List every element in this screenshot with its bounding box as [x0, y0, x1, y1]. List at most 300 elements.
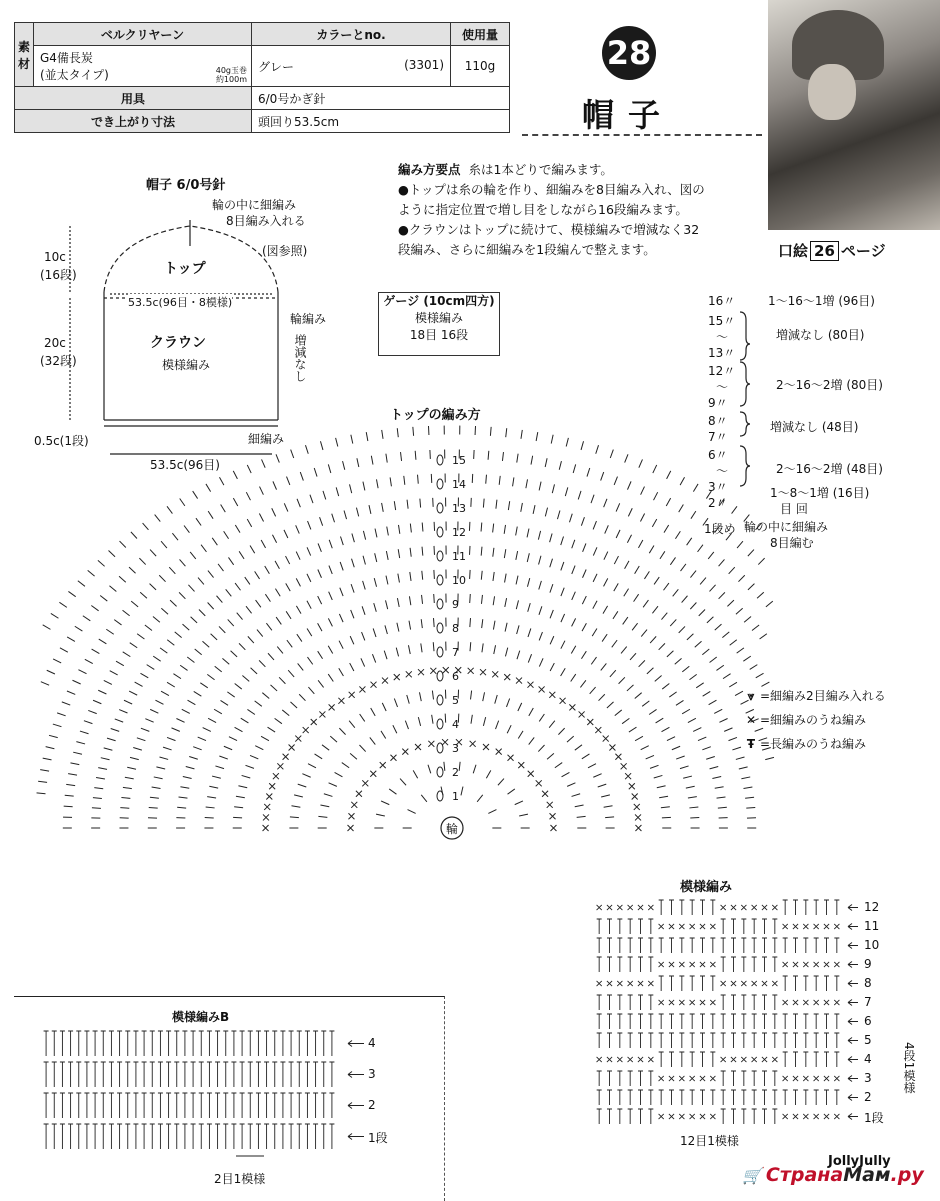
dc-stitch — [37, 793, 46, 794]
round-number: 4 — [452, 718, 459, 731]
photo-page-number: 26 — [810, 241, 839, 261]
dc-stitch — [374, 603, 377, 612]
sc-stitch — [635, 814, 641, 820]
dc-stitch — [245, 765, 253, 768]
dc-stitch — [745, 797, 754, 798]
dc-stitch — [256, 600, 261, 607]
dc-stitch — [662, 684, 669, 690]
dc-stitch — [766, 601, 773, 607]
sc-stitch — [793, 1000, 798, 1005]
dc-stitch — [202, 641, 209, 647]
dc-stitch — [194, 691, 202, 696]
dc-stitch — [496, 721, 499, 729]
sc-stitch — [311, 719, 317, 725]
dc-stitch — [156, 767, 165, 769]
dc-stitch — [555, 763, 562, 768]
sc-stitch — [783, 962, 788, 967]
dc-stitch — [231, 651, 238, 657]
dc-stitch — [696, 683, 703, 688]
sc-stitch — [762, 981, 767, 986]
dc-stitch — [236, 796, 245, 798]
dc-stitch — [824, 976, 829, 991]
sc-stitch — [617, 981, 622, 986]
sc-stitch — [569, 704, 575, 710]
dc-stitch — [373, 628, 376, 637]
row-arrow — [848, 924, 858, 930]
dc-stitch — [219, 477, 223, 485]
dc-stitch — [710, 766, 719, 768]
dc-stitch — [351, 435, 353, 444]
row-12: 12〃 — [708, 362, 735, 379]
dc-stitch — [597, 1033, 602, 1048]
dc-stitch — [473, 765, 476, 774]
color-header: カラーとno. — [252, 23, 451, 46]
dc-stitch — [351, 610, 354, 618]
dc-stitch — [803, 1014, 808, 1029]
row-9: 9〃 — [708, 394, 728, 411]
cart-icon: 🛒 — [742, 1166, 762, 1185]
dc-stitch — [91, 606, 98, 611]
dc-stitch — [638, 1071, 643, 1086]
dc-stitch — [824, 938, 829, 953]
round-number: 8 — [452, 622, 459, 635]
dc-stitch — [712, 777, 721, 779]
dc-stitch — [581, 441, 583, 450]
sc-stitch — [607, 905, 612, 910]
dc-stitch — [374, 578, 376, 587]
chain-stitch — [437, 767, 443, 777]
dc-stitch — [180, 559, 186, 566]
dc-stitch — [539, 606, 542, 615]
dc-stitch — [349, 721, 355, 728]
dc-stitch — [743, 656, 750, 661]
dc-stitch — [80, 731, 89, 734]
dc-stitch — [245, 577, 250, 584]
dc-stitch — [41, 682, 49, 685]
edge-label: 細編み — [248, 430, 284, 447]
dc-stitch — [143, 523, 149, 530]
dc-stitch — [741, 995, 746, 1010]
ring-label: 輪編み — [290, 310, 326, 327]
sc-stitch — [638, 1057, 643, 1062]
dc-stitch — [418, 475, 419, 484]
dc-stitch — [669, 1033, 674, 1048]
dc-stitch — [572, 618, 576, 626]
dc-stitch — [610, 450, 613, 458]
sc-stitch — [648, 981, 653, 986]
dc-stitch — [572, 566, 575, 574]
dc-stitch — [505, 598, 507, 607]
gauge-line2: 18目 16段 — [379, 327, 499, 344]
round-number: 13 — [452, 502, 466, 515]
dc-stitch — [824, 1014, 829, 1029]
dc-stitch — [286, 611, 291, 619]
dc-stitch — [783, 1090, 788, 1105]
dc-stitch — [172, 533, 178, 540]
dc-stitch — [307, 574, 311, 582]
pattern-row-label: 3 — [864, 1071, 872, 1085]
dc-stitch — [173, 674, 181, 679]
dc-stitch — [596, 445, 599, 454]
dc-stitch — [679, 976, 684, 991]
dc-stitch — [359, 745, 365, 752]
dc-stitch — [219, 626, 225, 632]
dc-stitch — [635, 693, 642, 699]
dc-stitch — [575, 745, 582, 750]
dc-icon: Ŧ — [742, 732, 760, 756]
sc-stitch — [772, 981, 777, 986]
dc-stitch — [188, 700, 196, 704]
dc-stitch — [505, 648, 507, 657]
dc-stitch — [255, 746, 263, 750]
dc-stitch — [486, 475, 487, 484]
dc-stitch — [296, 578, 300, 586]
dc-stitch — [648, 1109, 653, 1124]
dc-stitch — [150, 797, 159, 798]
dc-stitch — [614, 556, 618, 564]
dc-stitch — [639, 660, 645, 666]
pattern-row-label: 11 — [864, 919, 879, 933]
dc-stitch — [318, 680, 323, 687]
dc-stitch — [721, 919, 726, 934]
h1-label: 10c — [44, 250, 66, 264]
dc-stitch — [396, 648, 398, 657]
dc-stitch — [721, 1071, 726, 1086]
dc-stitch — [506, 699, 509, 707]
dc-stitch — [275, 589, 280, 597]
dc-stitch — [133, 748, 142, 751]
dc-stitch — [561, 641, 565, 649]
dc-stitch — [762, 1033, 767, 1048]
dc-stitch — [607, 919, 612, 934]
dc-stitch — [376, 814, 385, 816]
dc-stitch — [679, 626, 685, 632]
dc-stitch — [652, 519, 656, 527]
dc-stitch — [619, 677, 625, 683]
dc-stitch — [328, 674, 333, 681]
dc-stitch — [578, 491, 581, 500]
dc-stitch — [629, 727, 637, 732]
dc-stitch — [98, 768, 107, 770]
dc-stitch — [634, 594, 639, 601]
round-number: 11 — [452, 550, 466, 563]
dc-stitch — [748, 584, 755, 590]
dc-stitch — [409, 596, 410, 605]
row-2-note: 目 回 — [780, 500, 808, 517]
dc-stitch — [409, 621, 411, 630]
dc-stitch — [752, 919, 757, 934]
dc-stitch — [110, 671, 118, 675]
dc-stitch — [550, 534, 552, 543]
dc-stitch — [649, 545, 654, 553]
dc-stitch — [572, 794, 581, 797]
dc-stitch — [783, 1033, 788, 1048]
dc-stitch — [528, 603, 531, 612]
dc-stitch — [259, 513, 263, 521]
dc-stitch — [741, 1014, 746, 1029]
dc-stitch — [287, 640, 292, 647]
watermark: 🛒 СтранаМам.ру — [742, 1164, 924, 1186]
dc-stitch — [38, 781, 47, 782]
dc-stitch — [682, 596, 688, 603]
sc-stitch — [628, 905, 633, 910]
dc-stitch — [679, 1090, 684, 1105]
dc-stitch — [601, 795, 610, 797]
dc-stitch — [397, 598, 399, 607]
dc-stitch — [183, 624, 190, 630]
row-arrow — [848, 1019, 858, 1025]
diagram-ref: (図参照) — [262, 242, 307, 259]
dc-stitch — [783, 976, 788, 991]
dc-stitch — [150, 550, 156, 557]
dc-stitch — [130, 757, 139, 759]
dc-stitch — [628, 508, 632, 516]
dc-stitch — [141, 728, 149, 731]
sc-stitch — [659, 1000, 664, 1005]
dc-stitch — [632, 623, 637, 630]
dc-stitch — [681, 564, 686, 571]
dc-stitch — [736, 757, 745, 759]
dc-stitch — [601, 663, 607, 670]
dc-stitch — [772, 1014, 777, 1029]
dc-stitch — [246, 492, 250, 500]
dc-stitch — [183, 777, 192, 779]
dc-stitch — [741, 777, 750, 779]
dc-stitch — [176, 718, 184, 722]
dc-stitch — [255, 571, 260, 579]
dc-stitch — [93, 700, 101, 703]
dc-stitch — [616, 503, 620, 511]
sc-stitch — [266, 794, 272, 800]
dc-stitch — [483, 499, 484, 508]
dc-stitch — [724, 728, 732, 731]
dc-stitch — [286, 583, 291, 591]
chain-stitch — [437, 719, 443, 729]
dc-stitch — [98, 560, 105, 566]
dc-stitch — [145, 625, 152, 631]
dc-stitch — [772, 995, 777, 1010]
dc-stitch — [372, 654, 375, 662]
dc-stitch — [689, 674, 696, 679]
dc-stitch — [549, 721, 555, 728]
dc-stitch — [261, 736, 269, 740]
sc-stitch — [371, 682, 377, 688]
dc-stitch — [635, 566, 640, 574]
sc-stitch — [752, 981, 757, 986]
dc-stitch — [219, 756, 227, 759]
dc-stitch — [715, 624, 722, 630]
dc-stitch — [224, 746, 232, 749]
h2-rows: (32段) — [40, 352, 77, 369]
sc-stitch — [803, 924, 808, 929]
dc-stitch — [153, 656, 160, 661]
dc-stitch — [470, 618, 471, 627]
chain-stitch — [437, 671, 443, 681]
dc-stitch — [199, 609, 205, 615]
publisher-credit: JollyJully — [828, 1154, 891, 1169]
dc-stitch — [607, 1109, 612, 1124]
row-arrow — [848, 1095, 858, 1101]
sc-stitch — [710, 962, 715, 967]
sc-stitch — [834, 962, 839, 967]
dc-stitch — [324, 794, 333, 797]
dc-stitch — [46, 747, 55, 749]
dc-stitch — [94, 788, 103, 789]
dc-stitch — [495, 695, 498, 704]
chain-stitch — [437, 695, 443, 705]
sc-stitch — [632, 794, 638, 800]
yarn-ball: 40g玉巻 — [216, 66, 247, 75]
dc-stitch — [533, 505, 535, 514]
dc-stitch — [527, 529, 529, 538]
dc-stitch — [106, 629, 113, 634]
dc-stitch — [284, 530, 288, 538]
dc-stitch — [630, 653, 636, 660]
dc-stitch — [752, 1090, 757, 1105]
pattern-row-label: 6 — [864, 1014, 872, 1028]
dc-stitch — [299, 694, 305, 700]
dc-stitch — [659, 1033, 664, 1048]
dc-stitch — [736, 608, 743, 614]
dc-stitch — [397, 623, 399, 632]
dc-stitch — [163, 747, 172, 750]
dc-stitch — [690, 571, 696, 578]
dc-stitch — [180, 499, 185, 506]
sc-stitch — [625, 773, 631, 779]
legend — [742, 684, 886, 756]
sc-stitch — [721, 981, 726, 986]
dc-stitch — [561, 668, 566, 676]
dc-stitch — [320, 517, 323, 525]
dc-stitch — [598, 784, 607, 787]
row-16: 16〃 — [708, 292, 735, 309]
dc-stitch — [75, 626, 83, 631]
dc-stitch — [214, 709, 222, 714]
dc-stitch — [493, 524, 494, 533]
dc-stitch — [793, 1033, 798, 1048]
sc-stitch — [264, 804, 270, 810]
dc-stitch — [215, 766, 224, 769]
sc-stitch — [277, 763, 283, 769]
dc-stitch — [803, 900, 808, 915]
sc-stitch — [814, 962, 819, 967]
dc-stitch — [62, 702, 70, 705]
dc-stitch — [710, 938, 715, 953]
page-title: 帽子 — [582, 90, 674, 136]
dc-stitch — [803, 1090, 808, 1105]
dc-stitch — [212, 776, 221, 778]
dc-stitch — [265, 594, 270, 601]
dc-stitch — [625, 561, 629, 569]
dc-stitch — [228, 557, 233, 564]
dc-stitch — [669, 1090, 674, 1105]
row-1-desc: 輪の中に細編み — [744, 518, 828, 535]
dc-stitch — [669, 900, 674, 915]
dc-stitch — [499, 476, 500, 485]
dc-stitch — [101, 758, 110, 760]
dc-stitch — [356, 508, 358, 517]
dc-stitch — [360, 714, 365, 721]
round-number: 6 — [452, 670, 459, 683]
dc-stitch — [241, 718, 249, 723]
dc-stitch — [421, 643, 422, 652]
row-8-desc: 増減なし (48目) — [770, 418, 858, 435]
sc-stitch — [741, 981, 746, 986]
dc-stitch — [741, 1033, 746, 1048]
dc-stitch — [613, 611, 618, 619]
dc-stitch — [308, 687, 314, 694]
dc-stitch — [307, 601, 311, 609]
sc-stitch — [362, 780, 368, 786]
dc-stitch — [731, 1014, 736, 1029]
chain-stitch — [437, 599, 443, 609]
dc-stitch — [279, 677, 285, 683]
dc-stitch — [604, 806, 613, 807]
sc-stitch — [648, 1057, 653, 1062]
dc-stitch — [471, 715, 472, 724]
dc-stitch — [648, 1033, 653, 1048]
dc-stitch — [528, 654, 531, 662]
dc-stitch — [350, 753, 357, 759]
dc-stitch — [772, 1090, 777, 1105]
dc-stitch — [793, 900, 798, 915]
dc-stitch — [428, 765, 431, 774]
sc-stitch — [679, 962, 684, 967]
dc-stitch — [756, 673, 764, 678]
dc-stitch — [515, 801, 523, 805]
dc-stitch — [597, 919, 602, 934]
pattern-repeat: 12目1模様 — [680, 1132, 739, 1149]
sc-stitch — [638, 981, 643, 986]
dc-stitch — [539, 658, 543, 666]
color-number: (3301) — [404, 58, 444, 72]
dc-stitch — [741, 957, 746, 972]
dc-stitch — [648, 919, 653, 934]
dc-stitch — [169, 567, 175, 574]
dc-stitch — [561, 614, 565, 622]
dc-stitch — [710, 1052, 715, 1067]
dc-stitch — [699, 609, 705, 615]
sc-stitch — [597, 905, 602, 910]
dc-stitch — [528, 628, 531, 637]
dc-stitch — [381, 731, 386, 739]
tilde-2: 〜 — [716, 378, 728, 395]
dc-stitch — [207, 674, 214, 679]
dc-stitch — [729, 737, 737, 740]
dc-stitch — [661, 807, 670, 808]
dc-stitch — [628, 1014, 633, 1029]
dc-stitch — [834, 1014, 839, 1029]
dc-stitch — [700, 1052, 705, 1067]
dc-stitch — [536, 432, 538, 441]
dc-stitch — [604, 552, 608, 560]
dc-stitch — [649, 709, 656, 714]
dc-stitch — [273, 481, 277, 489]
dc-stitch — [638, 938, 643, 953]
dc-stitch — [539, 581, 542, 590]
dc-stitch — [64, 806, 73, 807]
sc-stitch — [359, 686, 365, 692]
dc-stitch — [408, 810, 416, 814]
dc-stitch — [646, 755, 654, 759]
dc-stitch — [648, 938, 653, 953]
sc-stitch — [721, 1057, 726, 1062]
sc-stitch — [560, 698, 566, 704]
dc-stitch — [617, 1033, 622, 1048]
sc-stitch — [814, 1114, 819, 1119]
dc-stitch — [783, 1052, 788, 1067]
dc-stitch — [124, 700, 132, 704]
